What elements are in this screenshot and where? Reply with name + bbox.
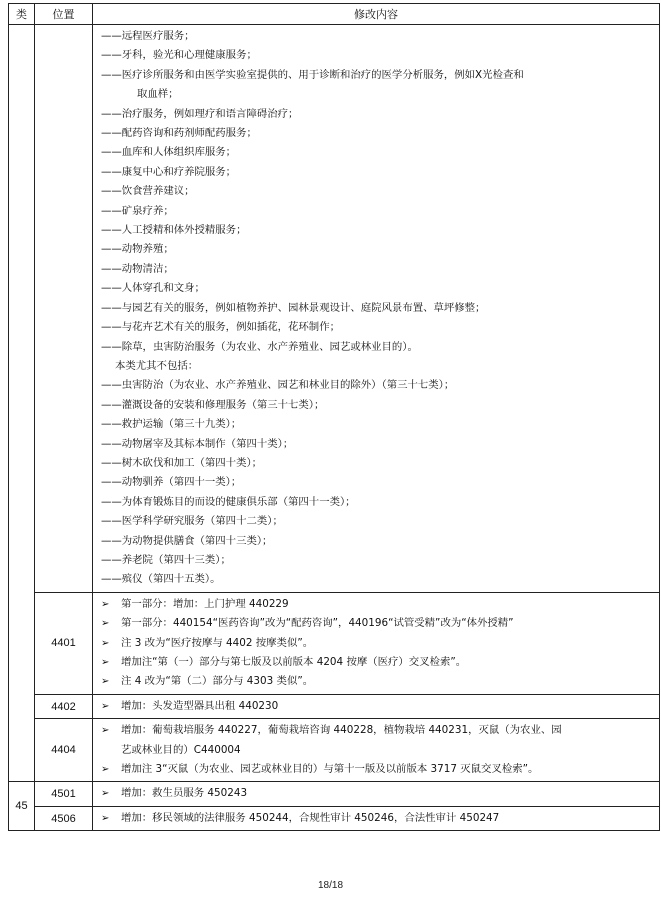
service-list-line: ——动物清洁； bbox=[101, 262, 174, 275]
amendment-item bbox=[101, 653, 653, 672]
service-list-line: ——为体育锻炼目的而设的健康俱乐部（第四十一类）； bbox=[101, 495, 356, 508]
table-row bbox=[9, 806, 660, 830]
content-cell-service-list bbox=[93, 25, 660, 593]
arrowhead-bullet-icon: ➢ bbox=[101, 764, 110, 776]
service-list-line: ——动物屠宰及其标本制作（第四十类）； bbox=[101, 437, 294, 450]
service-list-line: ——殡仪（第四十五类）。 bbox=[101, 573, 221, 586]
position-cell: 4401 bbox=[35, 592, 93, 694]
service-list-line: ——动物养殖； bbox=[101, 243, 174, 256]
position-cell-empty bbox=[35, 25, 93, 593]
arrowhead-bullet-icon: ➢ bbox=[101, 637, 110, 649]
arrowhead-bullet-icon: ➢ bbox=[101, 788, 110, 800]
content-cell bbox=[93, 719, 660, 782]
amendment-item bbox=[101, 809, 653, 828]
class-cell-45: 45 bbox=[9, 782, 35, 831]
page-number: 18/18 bbox=[317, 880, 344, 891]
header-content: 修改内容 bbox=[93, 4, 660, 25]
position-cell: 4402 bbox=[35, 694, 93, 718]
arrowhead-bullet-icon: ➢ bbox=[101, 676, 110, 688]
table-row bbox=[9, 694, 660, 718]
service-list-line: ——救护运输（第三十九类）； bbox=[101, 418, 242, 431]
arrowhead-bullet-icon: ➢ bbox=[101, 700, 110, 712]
amendment-text: 增加注“第（一）部分与第七版及以前版本 4204 按摩（医疗）交叉检索”。 bbox=[121, 656, 467, 668]
amendment-item bbox=[101, 784, 653, 803]
amendment-text: 增加注 3“灭鼠（为农业、园艺或林业目的）与第十一版及以前版本 3717 灭鼠交叉检索”。 bbox=[121, 763, 539, 776]
service-list-line: ——医学科学研究服务（第四十二类）； bbox=[101, 515, 283, 528]
amendment-item bbox=[101, 697, 653, 716]
amendment-text: 第一部分：440154“医药咨询”改为“配药咨询”，440196“试管受精”改为“体外授精” bbox=[121, 617, 514, 630]
table-row-continuation bbox=[9, 25, 660, 593]
service-list-line: ——与花卉艺术有关的服务，例如插花，花环制作； bbox=[101, 321, 340, 334]
service-list-line: ——牙科，验光和心理健康服务； bbox=[101, 49, 257, 62]
amendment-text: 第一部分：增加：上门护理 440229 bbox=[121, 597, 289, 610]
service-list-line: ——远程医疗服务； bbox=[101, 30, 195, 42]
service-list-line: ——动物驯养（第四十一类）； bbox=[101, 476, 242, 489]
content-cell bbox=[93, 782, 660, 806]
amendment-item bbox=[101, 634, 653, 653]
content-cell bbox=[93, 806, 660, 830]
service-list-line: ——养老院（第四十三类）； bbox=[101, 553, 231, 566]
arrowhead-bullet-icon: ➢ bbox=[101, 618, 110, 630]
header-class: 类 bbox=[9, 4, 35, 25]
amendment-text: 增加：葡萄栽培服务 440227，葡萄栽培咨询 440228，植物栽培 440231，灭鼠（为农业、园 bbox=[121, 724, 562, 737]
arrowhead-bullet-icon: ➢ bbox=[101, 598, 110, 610]
amendment-text: 注 4 改为“第（二）部分与 4303 类似”。 bbox=[121, 675, 314, 688]
service-list-line: ——树木砍伐和加工（第四十类）； bbox=[101, 456, 263, 469]
service-list-line: ——虫害防治（为农业、水产养殖业、园艺和林业目的除外）（第三十七类）； bbox=[101, 379, 455, 392]
service-list-line: ——饮食营养建议； bbox=[101, 185, 195, 198]
arrowhead-bullet-icon: ➢ bbox=[101, 725, 110, 737]
service-list-line: ——与园艺有关的服务，例如植物养护、园林景观设计、庭院风景布置、草坪修整； bbox=[101, 301, 486, 314]
class-cell-44 bbox=[9, 25, 35, 782]
amendment-text: 注 3 改为“医疗按摩与 4402 按摩类似”。 bbox=[121, 636, 314, 649]
position-cell: 4501 bbox=[35, 782, 93, 806]
service-list-line: ——矿泉疗养； bbox=[101, 204, 174, 217]
service-list-line: ——人工授精和体外授精服务； bbox=[101, 224, 247, 237]
service-list-line: 取血样； bbox=[137, 88, 179, 101]
service-list-line: ——康复中心和疗养院服务； bbox=[101, 165, 237, 178]
header-position: 位置 bbox=[35, 4, 93, 25]
service-list-line: ——除草，虫害防治服务（为农业、水产养殖业、园艺或林业目的）。 bbox=[101, 340, 418, 353]
service-list-line: ——配药咨询和药剂师配药服务； bbox=[101, 127, 257, 140]
position-cell: 4404 bbox=[35, 719, 93, 782]
amendment-text: 增加：头发造型器具出租 440230 bbox=[121, 699, 279, 712]
service-list-line: ——人体穿孔和文身； bbox=[101, 282, 205, 295]
service-list-line: ——血库和人体组织库服务； bbox=[101, 146, 237, 159]
service-list-line: ——灌溉设备的安装和修理服务（第三十七类）； bbox=[101, 398, 325, 411]
table-row bbox=[9, 782, 660, 806]
amendment-text: 增加：救生员服务 450243 bbox=[121, 787, 248, 800]
position-cell: 4506 bbox=[35, 806, 93, 830]
service-list-line: ——治疗服务，例如理疗和语言障碍治疗； bbox=[101, 107, 299, 120]
amendment-item bbox=[101, 595, 653, 614]
table-row bbox=[9, 592, 660, 694]
table-header-row bbox=[9, 4, 660, 25]
amendment-item bbox=[101, 760, 653, 779]
content-cell bbox=[93, 592, 660, 694]
service-list-line: ——医疗诊所服务和由医学实验室提供的、用于诊断和治疗的医学分析服务，例如X光检查和 bbox=[101, 68, 524, 81]
amendment-item bbox=[101, 721, 653, 760]
amendment-text: 艺或林业目的）C440004 bbox=[121, 743, 241, 756]
arrowhead-bullet-icon: ➢ bbox=[101, 657, 110, 668]
service-list-line: 本类尤其不包括： bbox=[115, 359, 199, 372]
amendment-item bbox=[101, 614, 653, 633]
service-list-line: ——为动物提供膳食（第四十三类）； bbox=[101, 534, 273, 547]
arrowhead-bullet-icon: ➢ bbox=[101, 812, 110, 824]
table-row bbox=[9, 719, 660, 782]
content-cell bbox=[93, 694, 660, 718]
amendment-text: 增加：移民领域的法律服务 450244，合规性审计 450246，合法性审计 450247 bbox=[121, 811, 500, 824]
amendment-item bbox=[101, 672, 653, 691]
amendment-table bbox=[8, 3, 660, 831]
